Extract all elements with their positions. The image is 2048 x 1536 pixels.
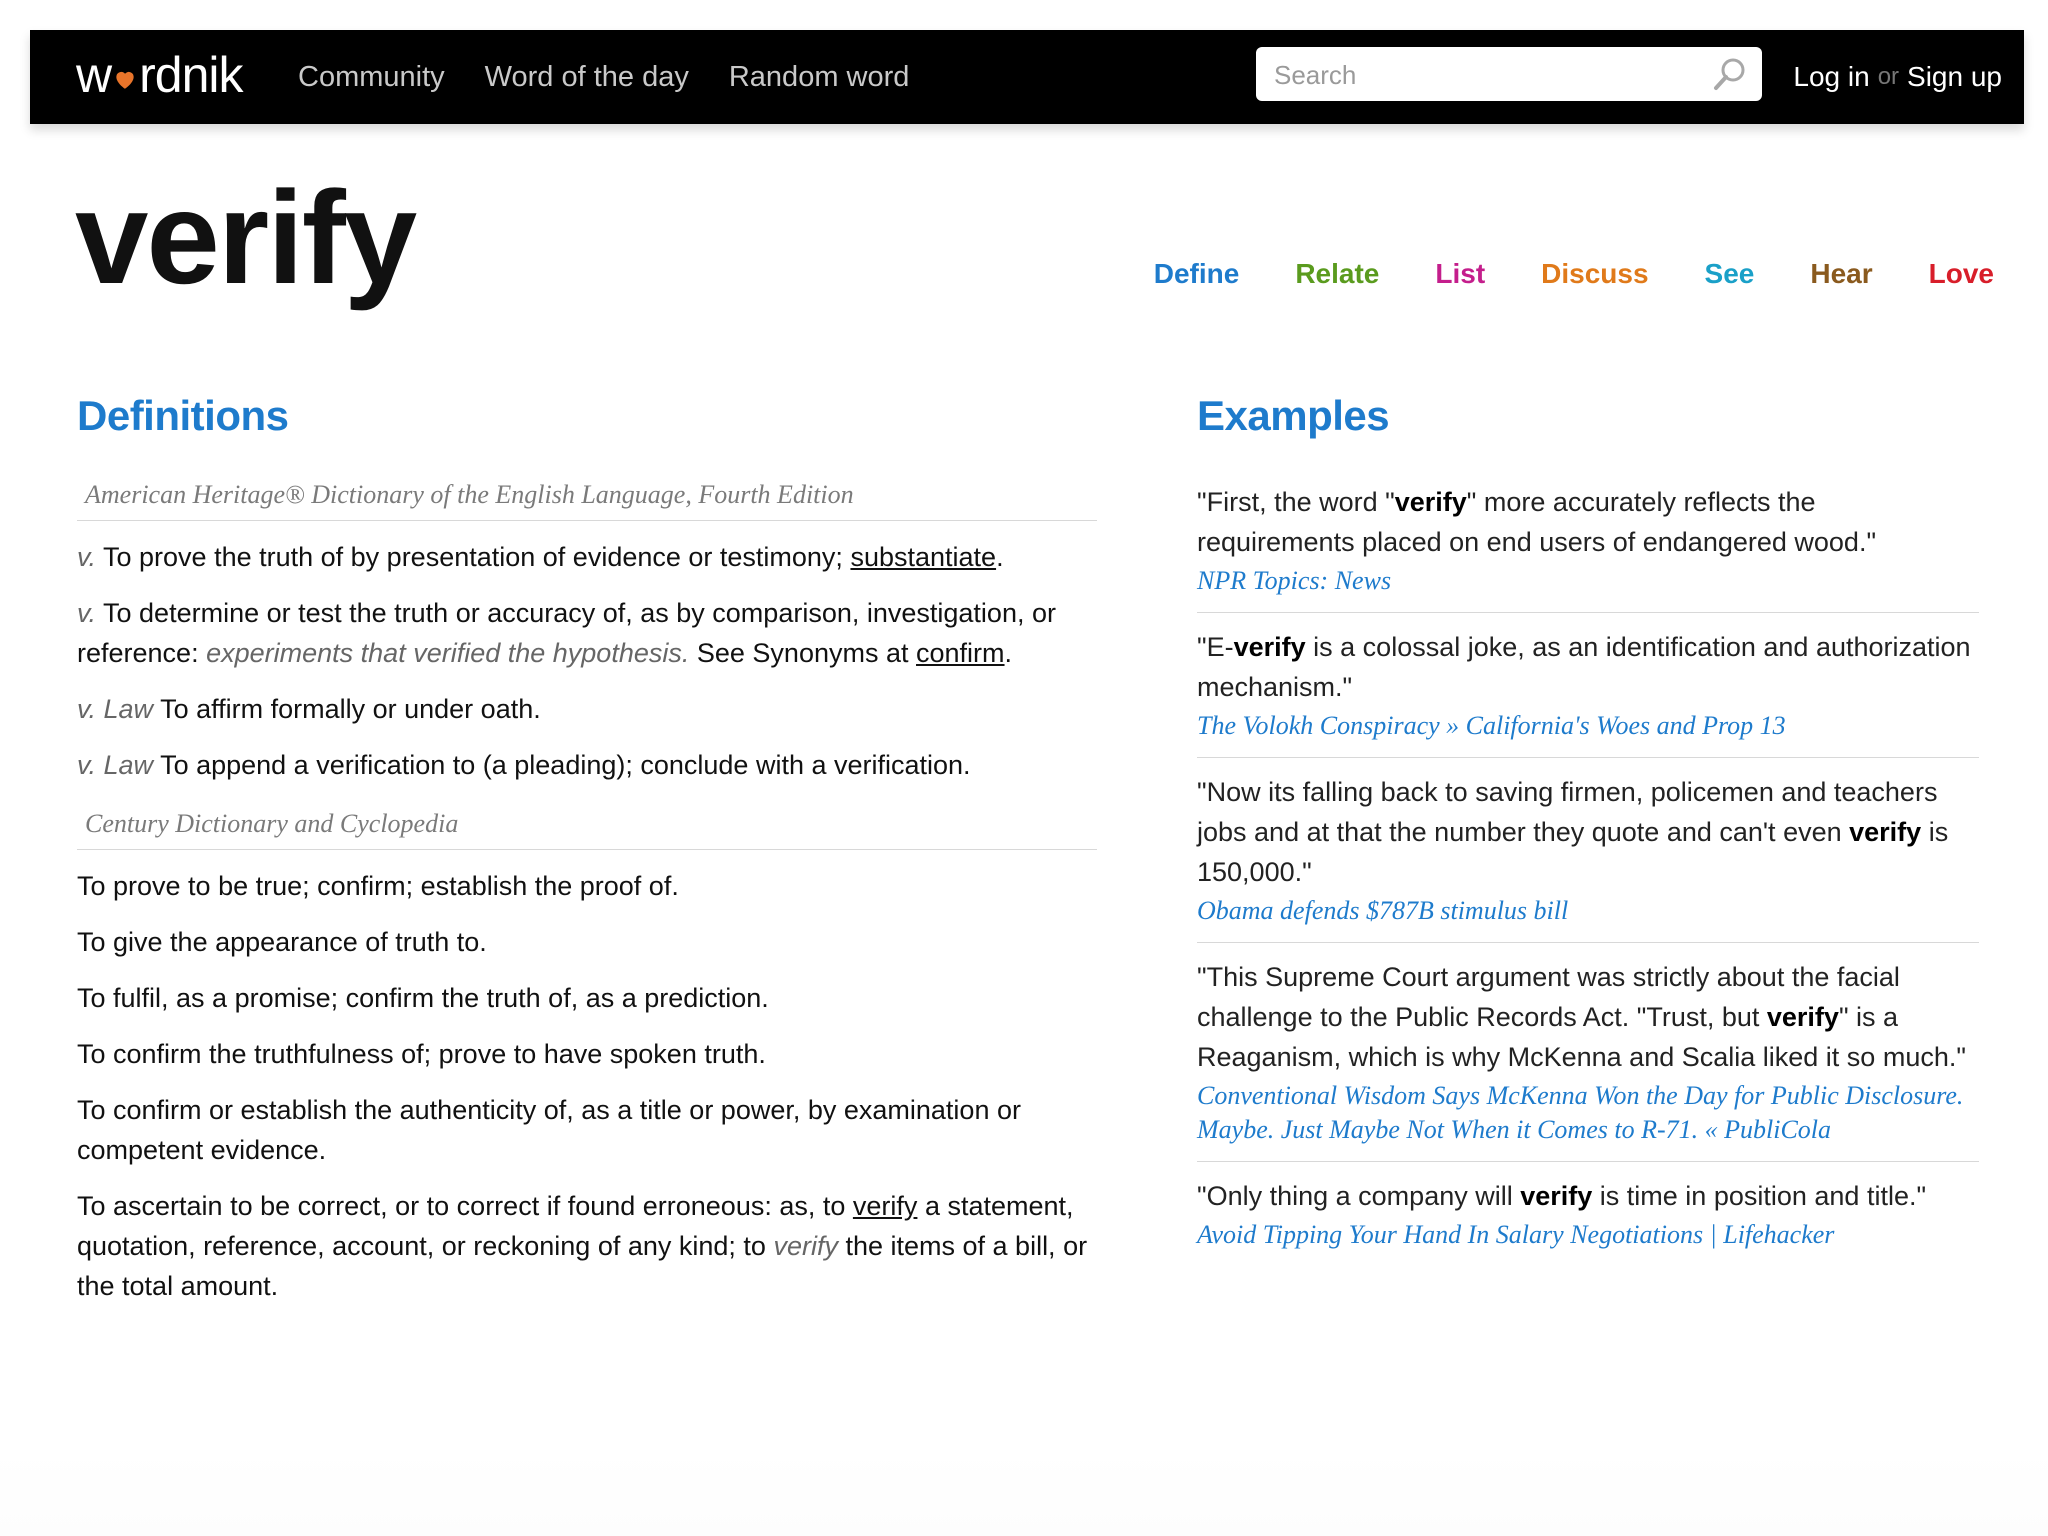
example-item: [1197, 772, 1979, 943]
tab-hear[interactable]: Hear: [1810, 258, 1873, 289]
related-word-link[interactable]: confirm: [916, 638, 1005, 668]
highlighted-word: verify: [1849, 817, 1922, 847]
example-item: [1197, 1176, 1979, 1266]
word-link[interactable]: verify: [852, 1191, 918, 1221]
highlighted-word: verify: [1233, 632, 1306, 662]
quote-text: is time in position and title.": [1592, 1181, 1927, 1211]
quote-text: "First, the word ": [1197, 487, 1395, 517]
highlighted-word: verify: [1394, 487, 1467, 517]
word-tabs: [1098, 258, 1994, 290]
example-item: [1197, 957, 1979, 1162]
signup-link[interactable]: Sign up: [1907, 61, 2002, 92]
example-quote: [1197, 957, 1979, 1077]
quote-text: is 150,000.": [1197, 817, 1949, 887]
logo-rest: rdnik: [139, 47, 243, 103]
wordnik-logo[interactable]: [76, 46, 242, 104]
definition-item: [77, 745, 1097, 785]
search-icon[interactable]: [1710, 54, 1750, 94]
definition-text: a statement, quotation, reference, account, or reckoning of any kind; to: [77, 1191, 1074, 1261]
quote-text: "Now its falling back to saving firmen, policemen and teachers jobs and at that the number they quote and can't even: [1197, 777, 1938, 847]
example-source-link[interactable]: Conventional Wisdom Says McKenna Won the Day for Public Disclosure. Maybe. Just Maybe Not When it Comes to R-71. « PubliCola: [1197, 1081, 1964, 1144]
definition-item: [77, 1186, 1097, 1306]
quote-text: "This Supreme Court argument was strictly about the facial challenge to the Public Records Act. "Trust, but: [1197, 962, 1900, 1032]
examples-heading: Examples: [1197, 392, 1390, 439]
quote-text: is a colossal joke, as an identification and authorization mechanism.": [1197, 632, 1971, 702]
definitions-heading: Definitions: [77, 392, 289, 439]
example-quote: [1197, 482, 1979, 562]
example-source-link[interactable]: Avoid Tipping Your Hand In Salary Negotiations | Lifehacker: [1197, 1220, 1835, 1249]
definition-text: the items of a bill, or the total amount.: [77, 1231, 1088, 1301]
tab-list[interactable]: List: [1435, 258, 1486, 289]
example-quote: [1197, 772, 1979, 892]
tab-see[interactable]: See: [1704, 258, 1755, 289]
auth-links: [1793, 30, 2002, 124]
tab-define[interactable]: Define: [1153, 258, 1240, 289]
part-of-speech: v.: [77, 694, 96, 724]
or-separator: or: [1877, 63, 1900, 90]
examples-section: [1197, 392, 1979, 1266]
domain-label: Law: [103, 750, 154, 780]
highlighted-word: verify: [1520, 1181, 1593, 1211]
part-of-speech: v.: [77, 542, 96, 572]
definition-item: To prove to be true; confirm; establish the proof of.: [77, 871, 679, 901]
nav-community[interactable]: Community: [298, 60, 445, 93]
quote-text: "Only thing a company will: [1197, 1181, 1521, 1211]
definition-text: To ascertain to be correct, or to correct if found erroneous: as, to: [77, 1191, 846, 1221]
login-link[interactable]: Log in: [1793, 61, 1870, 92]
search-input[interactable]: [1272, 57, 1696, 93]
definition-item: To fulfil, as a promise; confirm the truth of, as a prediction.: [77, 983, 769, 1013]
example-item: [1197, 482, 1979, 613]
main-nav: [298, 30, 949, 124]
definition-item: v. To prove the truth of by presentation of evidence or testimony; substantiate.: [77, 542, 1004, 572]
definitions-section: [77, 392, 1097, 1306]
example-source-link[interactable]: NPR Topics: News: [1197, 566, 1392, 595]
nav-random-word[interactable]: Random word: [728, 60, 910, 93]
part-of-speech: v.: [77, 598, 96, 628]
related-word-link[interactable]: substantiate: [850, 542, 997, 572]
quote-text: " is a Reaganism, which is why McKenna and Scalia liked it so much.": [1197, 1002, 1966, 1072]
part-of-speech: v.: [77, 750, 96, 780]
top-navigation-bar: [30, 30, 2024, 124]
definition-item: [77, 689, 1097, 729]
example-item: [1197, 627, 1979, 758]
search-box: [1256, 47, 1762, 101]
logo-w: w: [76, 47, 112, 103]
definition-item: v. To determine or test the truth or accuracy of, as by comparison, investigation, or reference: experiments that verified the hypothesis. See Synonyms at confirm.: [77, 598, 1056, 668]
tab-relate[interactable]: Relate: [1295, 258, 1380, 289]
word-title: verify: [75, 164, 416, 311]
word-italic: verify: [773, 1231, 838, 1261]
definition-text: To affirm formally or under oath.: [160, 694, 541, 724]
source-american-heritage: American Heritage® Dictionary of the English Language, Fourth Edition: [77, 480, 1097, 521]
example-quote: [1197, 1176, 1979, 1216]
definition-text: To determine or test the truth or accuracy of, as by comparison, investigation, or reference:: [77, 598, 1056, 668]
source-century-dictionary: Century Dictionary and Cyclopedia: [77, 809, 1097, 850]
example-source-link[interactable]: Obama defends $787B stimulus bill: [1197, 896, 1569, 925]
quote-text: "E-: [1197, 632, 1234, 662]
definition-item: To confirm or establish the authenticity of, as a title or power, by examination or competent evidence.: [77, 1095, 1021, 1165]
definition-item: To give the appearance of truth to.: [77, 927, 487, 957]
bottom-fade-overlay: [0, 1390, 2048, 1536]
example-source-link[interactable]: The Volokh Conspiracy » California's Woes and Prop 13: [1197, 711, 1786, 740]
tab-love[interactable]: Love: [1928, 258, 1994, 289]
heart-icon: [112, 46, 138, 104]
quote-text: " more accurately reflects the requirements placed on end users of endangered wood.": [1197, 487, 1877, 557]
definition-text: To prove the truth of by presentation of evidence or testimony;: [103, 542, 843, 572]
definition-item: To confirm the truthfulness of; prove to have spoken truth.: [77, 1039, 766, 1069]
domain-label: Law: [103, 694, 154, 724]
example-quote: [1197, 627, 1979, 707]
nav-word-of-the-day[interactable]: Word of the day: [484, 60, 689, 93]
definition-text: To append a verification to (a pleading); conclude with a verification.: [160, 750, 971, 780]
highlighted-word: verify: [1766, 1002, 1839, 1032]
see-synonyms-text: See Synonyms at: [696, 638, 909, 668]
tab-discuss[interactable]: Discuss: [1541, 258, 1649, 289]
usage-example: experiments that verified the hypothesis.: [206, 638, 690, 668]
